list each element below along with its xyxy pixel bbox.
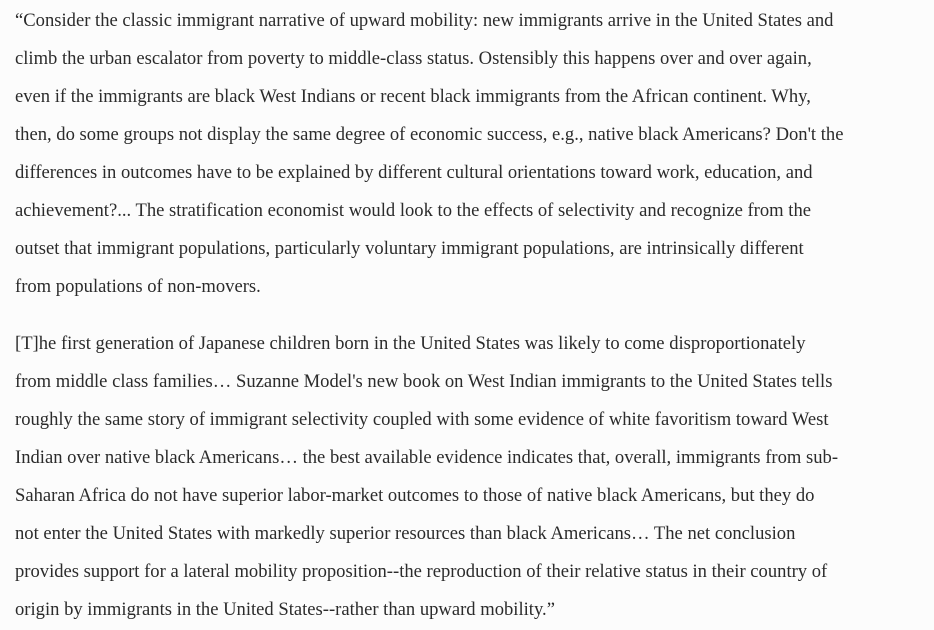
- text-line: provides support for a lateral mobility proposition--the reproduction of their relative status in their country of: [15, 561, 828, 582]
- blockquote: [15, 2, 931, 629]
- text-line: not enter the United States with markedly superior resources than black Americans… The net conclusion: [15, 523, 796, 544]
- text-line: “Consider the classic immigrant narrative of upward mobility: new immigrants arrive in the United States and: [15, 10, 834, 31]
- text-line: origin by immigrants in the United States--rather than upward mobility.”: [15, 599, 555, 620]
- text-line: from middle class families… Suzanne Model's new book on West Indian immigrants to the United States tells: [15, 371, 833, 392]
- text-line: then, do some groups not display the same degree of economic success, e.g., native black Americans? Don't the: [15, 124, 844, 145]
- text-line: differences in outcomes have to be explained by different cultural orientations toward work, education, and: [15, 162, 813, 183]
- quote-paragraph-1: [15, 2, 931, 306]
- text-line: roughly the same story of immigrant selectivity coupled with some evidence of white favoritism toward West: [15, 409, 829, 430]
- text-line: Indian over native black Americans… the best available evidence indicates that, overall, immigrants from sub-: [15, 447, 839, 468]
- quote-paragraph-2: [15, 325, 931, 629]
- text-line: climb the urban escalator from poverty to middle-class status. Ostensibly this happens over and over again,: [15, 48, 812, 69]
- text-line: [T]he first generation of Japanese children born in the United States was likely to come disproportionately: [15, 333, 806, 354]
- text-line: Saharan Africa do not have superior labor-market outcomes to those of native black Americans, but they do: [15, 485, 815, 506]
- text-line: achievement?... The stratification economist would look to the effects of selectivity and recognize from the: [15, 200, 811, 221]
- text-line: from populations of non-movers.: [15, 276, 261, 297]
- text-line: outset that immigrant populations, particularly voluntary immigrant populations, are intrinsically different: [15, 238, 804, 259]
- text-line: even if the immigrants are black West Indians or recent black immigrants from the African continent. Why,: [15, 86, 811, 107]
